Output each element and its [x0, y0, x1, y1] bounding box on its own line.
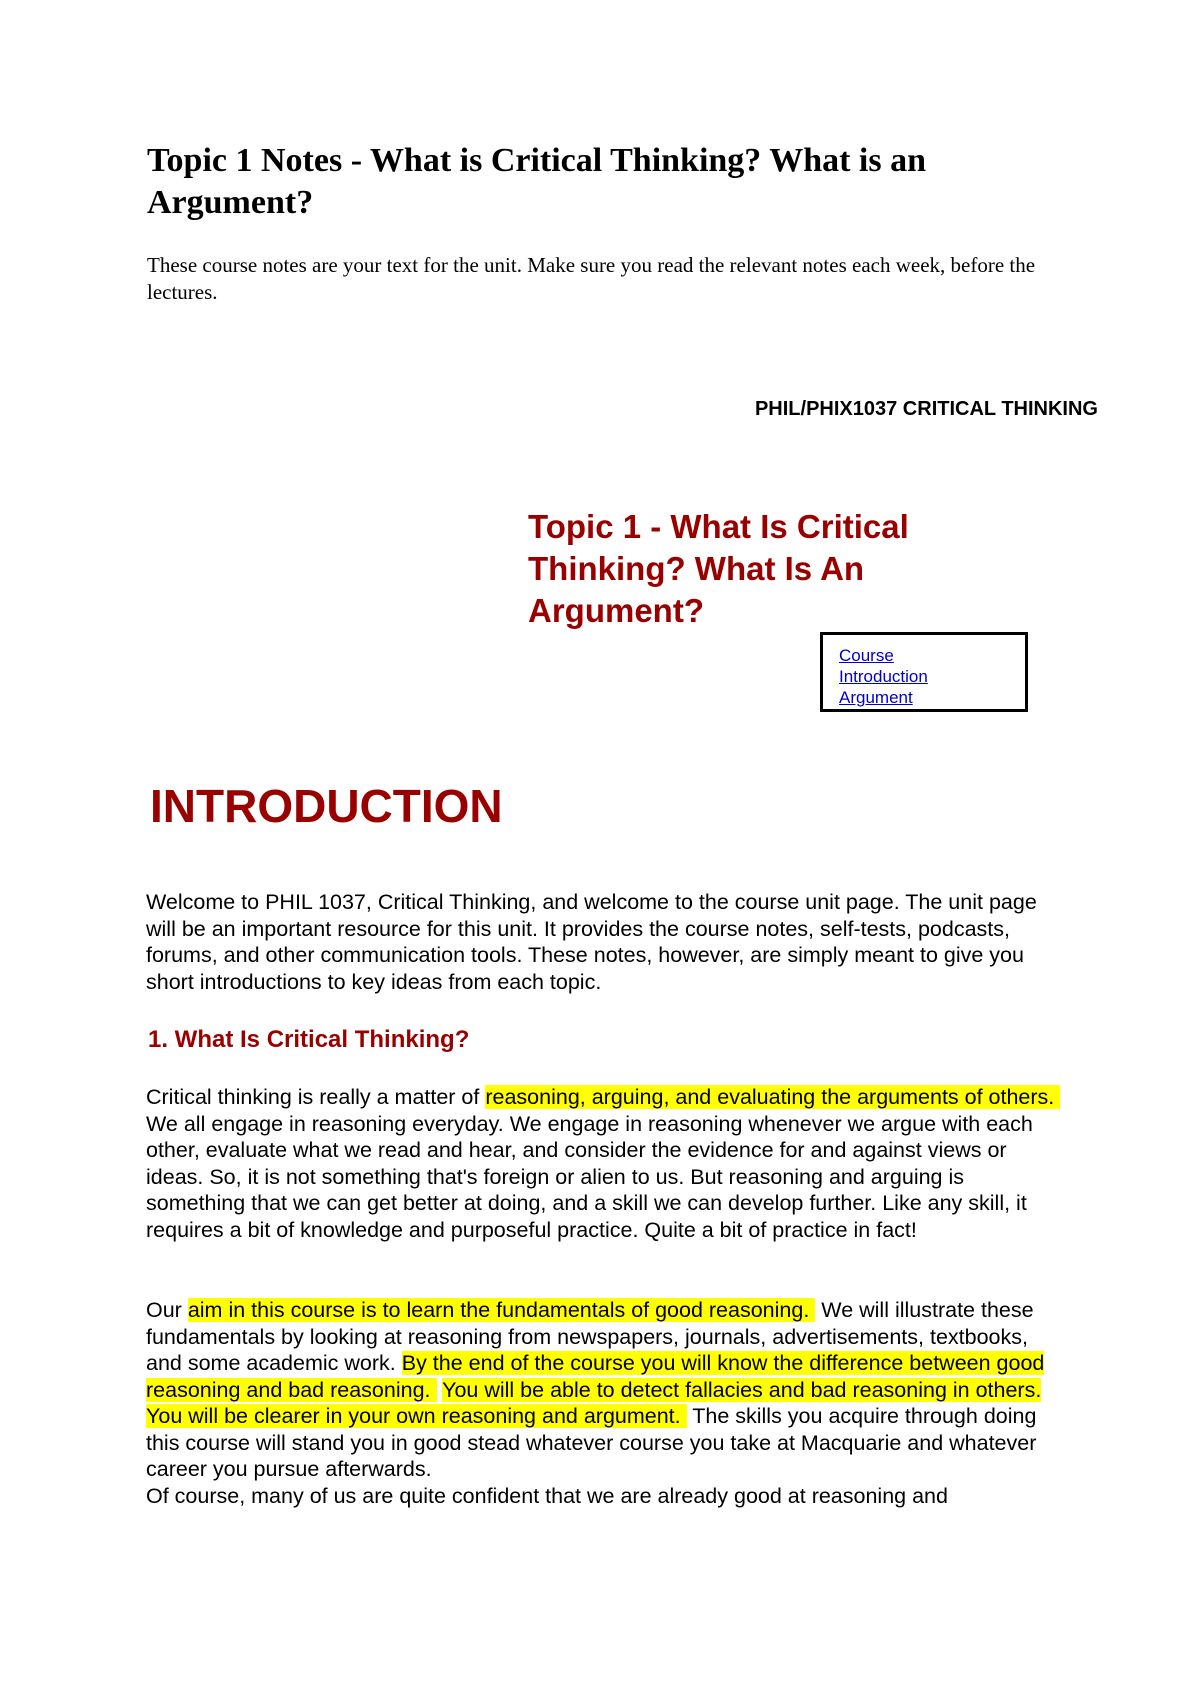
nav-link-argument[interactable]: Argument	[839, 688, 913, 707]
highlighted-text: By the end of the course you will know the difference between good reasoning and bad reasoning.	[146, 1351, 1045, 1402]
document-intro-text: These course notes are your text for the unit. Make sure you read the relevant notes each week, before the lectures.	[147, 253, 1036, 304]
text-span: Of course, many of us are quite confident that we are already good at reasoning and	[146, 1483, 948, 1508]
highlighted-text: aim in this course is to learn the fundamentals of good reasoning.	[188, 1298, 815, 1322]
course-code-header: PHIL/PHIX1037 CRITICAL THINKING	[754, 398, 1098, 420]
highlighted-text: reasoning, arguing, and evaluating the arguments of others.	[485, 1085, 1060, 1109]
welcome-paragraph: Welcome to PHIL 1037, Critical Thinking, and welcome to the course unit page. The unit page will be an important resource for this unit. It provides the course notes, self-tests, podcasts, forums, and other communication tools. These notes, however, are simply meant to give you short introductions to key ideas from each topic.	[146, 890, 1037, 994]
topic-heading: Topic 1 - What Is Critical Thinking? What Is An Argument?	[528, 508, 909, 629]
critical-thinking-paragraph	[146, 1084, 1066, 1243]
text-span: The skills you acquire through doing this course will stand you in good stead whatever course you take at Macquarie and whatever career you pursue afterwards.	[146, 1404, 1037, 1481]
section-1-heading: 1. What Is Critical Thinking?	[148, 1026, 470, 1053]
text-span: Critical thinking is really a matter of	[146, 1085, 486, 1109]
topic-nav-box	[820, 632, 1028, 712]
nav-link-course[interactable]: Course	[839, 646, 894, 665]
course-aim-paragraph	[146, 1297, 1066, 1509]
highlighted-text: You will be able to detect fallacies and bad reasoning in others. You will be clearer in your own reasoning and argument.	[146, 1377, 1042, 1428]
text-span: We all engage in reasoning everyday. We engage in reasoning whenever we argue with each other, evaluate what we read and hear, and consider the evidence for and against views or ideas. So, it is not something that's foreign or alien to us. But reasoning and arguing is something that we can get better at doing, and a skill we can develop further. Like any skill, it requires a bit of knowledge and purposeful practice. Quite a bit of practice in fact!	[146, 1111, 1033, 1242]
text-span: Our	[146, 1298, 188, 1322]
nav-link-introduction[interactable]: Introduction	[839, 667, 928, 686]
text-span: We will illustrate these fundamentals by looking at reasoning from newspapers, journals, advertisements, textbooks, and some academic work.	[146, 1298, 1034, 1375]
introduction-heading: INTRODUCTION	[150, 780, 503, 832]
document-title: Topic 1 Notes - What is Critical Thinking? What is an Argument?	[147, 142, 927, 221]
